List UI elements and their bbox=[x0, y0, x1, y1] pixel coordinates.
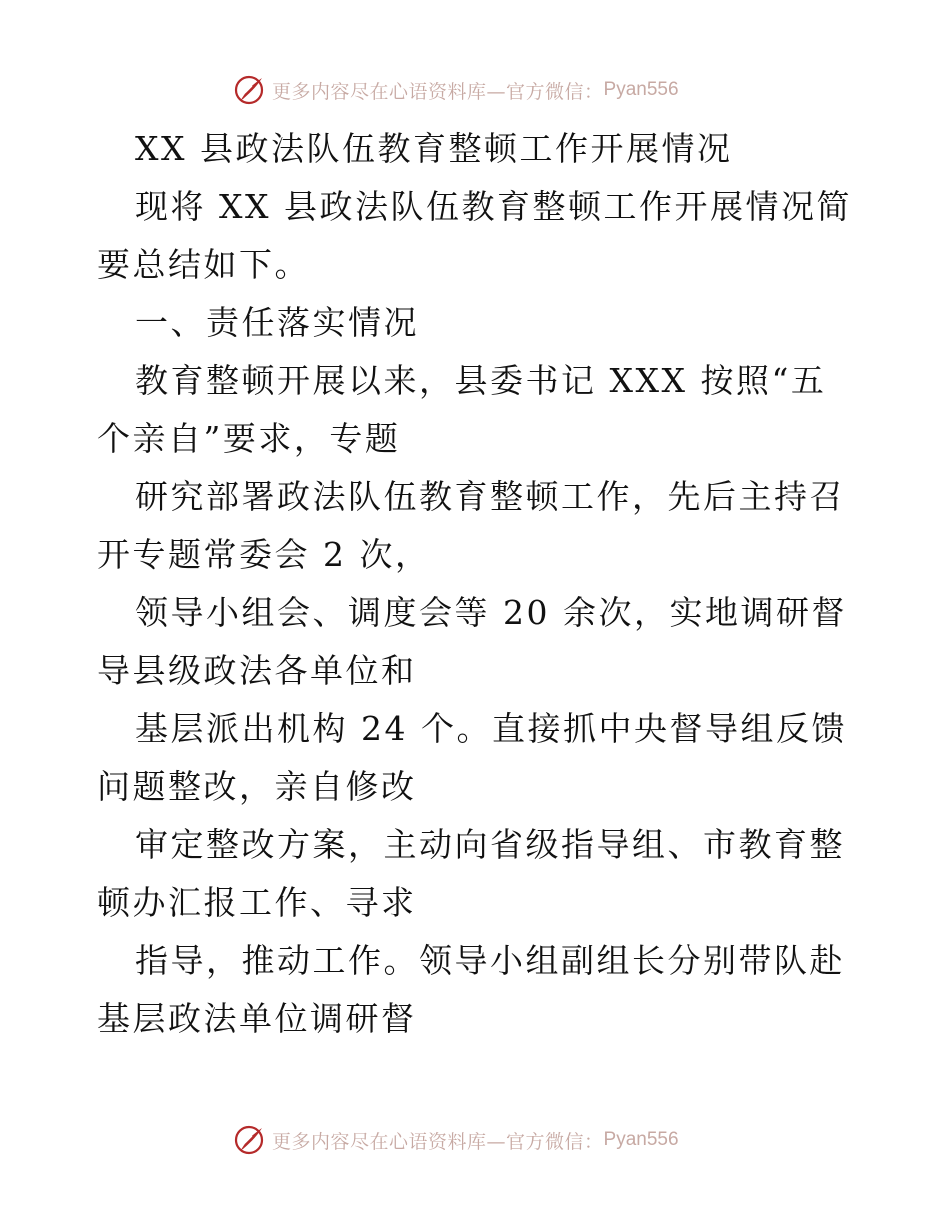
document-title: XX 县政法队伍教育整顿工作开展情况 bbox=[135, 129, 733, 168]
watermark-text: 更多内容尽在心语资料库—官方微信： bbox=[272, 80, 604, 103]
watermark-header bbox=[232, 70, 732, 110]
document-body bbox=[97, 120, 857, 1048]
paragraph: 基层派出机构 24 个。直接抓中央督导组反馈问题整改，亲自修改 bbox=[97, 709, 847, 806]
watermark-wechat-id: Pyan556 bbox=[603, 1129, 679, 1150]
watermark-text: 更多内容尽在心语资料库—官方微信： bbox=[272, 1130, 604, 1153]
quill-circle-icon bbox=[232, 1123, 266, 1157]
paragraph: 领导小组会、调度会等 20 余次，实地调研督导县级政法各单位和 bbox=[97, 593, 847, 690]
paragraph: 研究部署政法队伍教育整顿工作，先后主持召开专题常委会 2 次， bbox=[97, 477, 845, 574]
watermark-footer bbox=[232, 1120, 732, 1160]
quill-circle-icon bbox=[232, 73, 266, 107]
paragraph: 指导，推动工作。领导小组副组长分别带队赴基层政法单位调研督 bbox=[97, 941, 845, 1038]
paragraph: 教育整顿开展以来，县委书记 XXX 按照“五个亲自”要求，专题 bbox=[97, 361, 827, 458]
paragraph: 审定整改方案，主动向省级指导组、市教育整顿办汇报工作、寻求 bbox=[97, 825, 845, 922]
section-heading: 一、责任落实情况 bbox=[135, 303, 419, 342]
paragraph: 现将 XX 县政法队伍教育整顿工作开展情况简要总结如下。 bbox=[97, 187, 852, 284]
watermark-wechat-id: Pyan556 bbox=[603, 79, 679, 100]
